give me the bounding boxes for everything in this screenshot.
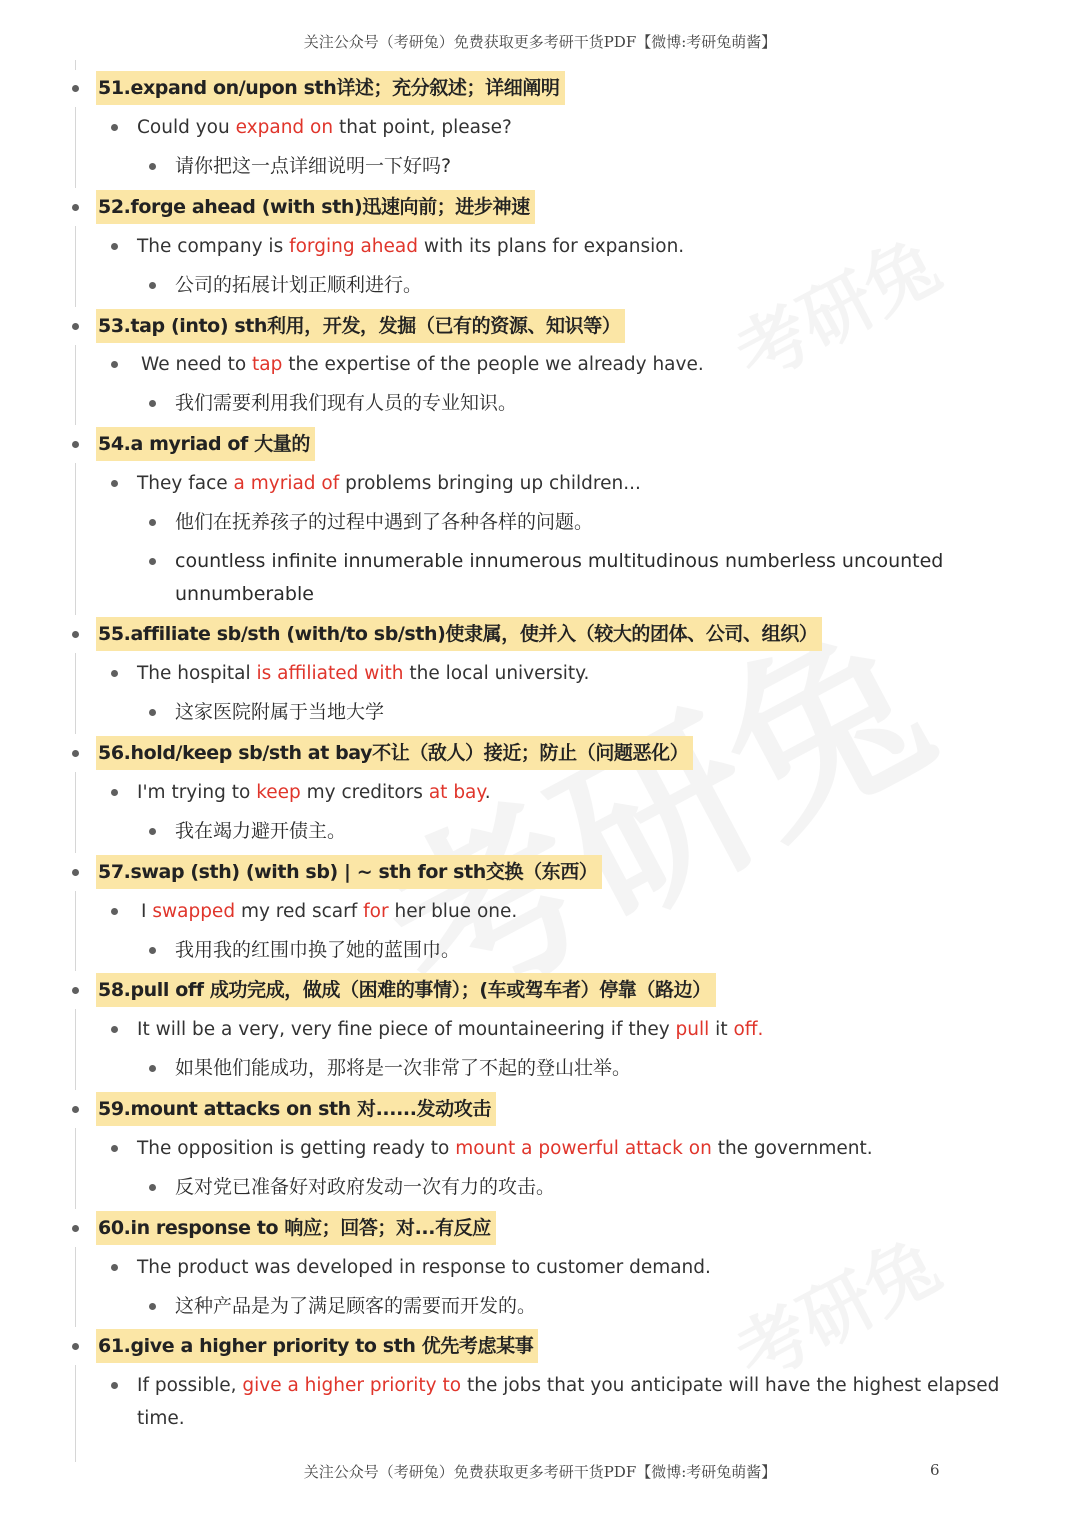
bullet-icon bbox=[72, 631, 79, 638]
example-sentence bbox=[137, 1013, 763, 1046]
bullet-icon bbox=[72, 1106, 79, 1113]
bullet-icon bbox=[149, 709, 156, 716]
outline-guide-line bbox=[75, 463, 76, 615]
sentence-text: I'm trying to bbox=[137, 782, 257, 803]
phrase-heading: 52.forge ahead (with sth)迅速向前；进步神速 bbox=[96, 190, 535, 224]
bullet-icon bbox=[72, 987, 79, 994]
page-header: 关注公众号（考研兔）免费获取更多考研干货PDF【微博:考研兔萌酱】 bbox=[303, 33, 777, 51]
translation-text: 如果他们能成功，那将是一次非常了不起的登山壮举。 bbox=[175, 1057, 632, 1079]
highlighted-phrase: tap bbox=[252, 354, 283, 375]
bullet-icon bbox=[72, 441, 79, 448]
sentence-text: it bbox=[709, 1019, 734, 1040]
outline-guide-line bbox=[75, 1247, 76, 1327]
example-sentence bbox=[137, 776, 491, 809]
bullet-icon bbox=[111, 1382, 118, 1389]
watermark bbox=[715, 209, 955, 402]
bullet-icon bbox=[111, 124, 118, 131]
bullet-icon bbox=[72, 323, 79, 330]
sentence-text: the jobs that you anticipate will have the highest elapsed time. bbox=[137, 1375, 1000, 1429]
phrase-heading: 60.in response to 响应；回答；对...有反应 bbox=[96, 1211, 496, 1245]
sentence-text: The company is bbox=[137, 236, 290, 257]
outline-guide-line bbox=[75, 107, 76, 188]
example-sentence bbox=[141, 895, 517, 928]
sentence-text: my red scarf bbox=[235, 901, 364, 922]
bullet-icon bbox=[149, 163, 156, 170]
sentence-text: The product was developed in response to customer demand. bbox=[137, 1257, 711, 1278]
translation-text: 他们在抚养孩子的过程中遇到了各种各样的问题。 bbox=[175, 511, 594, 533]
example-sentence bbox=[137, 467, 641, 500]
sentence-text: . bbox=[484, 782, 491, 803]
example-sentence bbox=[137, 111, 512, 144]
sentence-text: It will be a very, very fine piece of mountaineering if they bbox=[137, 1019, 676, 1040]
outline-guide-line bbox=[75, 1009, 76, 1090]
phrase-heading: 56.hold/keep sb/sth at bay不让（敌人）接近；防止（问题恶化） bbox=[96, 736, 693, 770]
translation-text: 我们需要利用我们现有人员的专业知识。 bbox=[175, 392, 518, 414]
sentence-text: problems bringing up children... bbox=[339, 473, 641, 494]
phrase-heading: 58.pull off 成功完成，做成（困难的事情）；(车或驾车者）停靠（路边） bbox=[96, 973, 716, 1007]
bullet-icon bbox=[149, 1065, 156, 1072]
bullet-icon bbox=[111, 908, 118, 915]
sentence-text: with its plans for expansion. bbox=[417, 236, 685, 257]
sentence-text: the local university. bbox=[403, 663, 590, 684]
highlighted-phrase: a myriad of bbox=[233, 473, 340, 494]
sentence-text: They face bbox=[137, 473, 234, 494]
highlighted-phrase: forging ahead bbox=[289, 236, 418, 257]
bullet-icon bbox=[111, 789, 118, 796]
translation-text: 请你把这一点详细说明一下好吗? bbox=[175, 155, 452, 177]
highlighted-phrase: give a higher priority to bbox=[242, 1375, 462, 1396]
translation-text: 这家医院附属于当地大学 bbox=[175, 701, 385, 723]
page-footer: 关注公众号（考研兔）免费获取更多考研干货PDF【微博:考研兔萌酱】 bbox=[303, 1463, 777, 1481]
outline-guide-line bbox=[75, 226, 76, 307]
highlighted-phrase: off. bbox=[733, 1019, 764, 1040]
bullet-icon bbox=[72, 869, 79, 876]
example-sentence bbox=[137, 1369, 1017, 1435]
outline-guide-line bbox=[75, 1365, 76, 1462]
sentence-text: The opposition is getting ready to bbox=[137, 1138, 456, 1159]
bullet-icon bbox=[111, 670, 118, 677]
page-number: 6 bbox=[930, 1461, 940, 1479]
bullet-icon bbox=[111, 1145, 118, 1152]
highlighted-phrase: is affiliated with bbox=[256, 663, 404, 684]
sentence-text: We need to bbox=[141, 354, 253, 375]
phrase-heading: 53.tap (into) sth利用，开发，发掘（已有的资源、知识等） bbox=[96, 309, 625, 343]
bullet-icon bbox=[111, 361, 118, 368]
bullet-icon bbox=[149, 1303, 156, 1310]
phrase-heading: 54.a myriad of 大量的 bbox=[96, 427, 315, 461]
bullet-icon bbox=[111, 1026, 118, 1033]
bullet-icon bbox=[149, 282, 156, 289]
bullet-icon bbox=[111, 480, 118, 487]
highlighted-phrase: mount a powerful attack on bbox=[455, 1138, 712, 1159]
highlighted-phrase: keep bbox=[256, 782, 301, 803]
bullet-icon bbox=[149, 519, 156, 526]
bullet-icon bbox=[72, 85, 79, 92]
bullet-icon bbox=[72, 750, 79, 757]
example-sentence bbox=[137, 1132, 873, 1165]
outline-guide-line bbox=[75, 1128, 76, 1209]
sentence-text: The hospital bbox=[137, 663, 257, 684]
outline-guide-line bbox=[75, 345, 76, 425]
translation-text: 公司的拓展计划正顺利进行。 bbox=[175, 274, 423, 296]
translation-text: countless infinite innumerable innumerous multitudinous numberless uncounted unnumberable bbox=[175, 550, 944, 605]
bullet-icon bbox=[111, 243, 118, 250]
sentence-text: my creditors bbox=[300, 782, 429, 803]
bullet-icon bbox=[149, 558, 156, 565]
phrase-heading: 55.affiliate sb/sth (with/to sb/sth)使隶属，使并入（较大的团体、公司、组织） bbox=[96, 617, 822, 651]
example-sentence bbox=[137, 1251, 711, 1284]
example-sentence bbox=[137, 657, 589, 690]
outline-guide-line bbox=[75, 772, 76, 853]
bullet-icon bbox=[149, 828, 156, 835]
outline-guide-line bbox=[75, 891, 76, 971]
translation-text: 这种产品是为了满足顾客的需要而开发的。 bbox=[175, 1295, 537, 1317]
sentence-text: the government. bbox=[711, 1138, 873, 1159]
bullet-icon bbox=[72, 1343, 79, 1350]
sentence-text: the expertise of the people we already have. bbox=[282, 354, 704, 375]
highlighted-phrase: swapped bbox=[152, 901, 236, 922]
bullet-icon bbox=[149, 947, 156, 954]
outline-guide-line bbox=[75, 60, 76, 70]
phrase-heading: 61.give a higher priority to sth 优先考虑某事 bbox=[96, 1329, 538, 1363]
translation-text: 反对党已准备好对政府发动一次有力的攻击。 bbox=[175, 1176, 556, 1198]
bullet-icon bbox=[72, 1225, 79, 1232]
highlighted-phrase: for bbox=[363, 901, 389, 922]
sentence-text: If possible, bbox=[137, 1375, 243, 1396]
bullet-icon bbox=[149, 400, 156, 407]
bullet-icon bbox=[72, 204, 79, 211]
phrase-heading: 59.mount attacks on sth 对......发动攻击 bbox=[96, 1092, 496, 1126]
example-sentence bbox=[141, 348, 704, 381]
outline-guide-line bbox=[75, 653, 76, 734]
phrase-heading: 51.expand on/upon sth详述；充分叙述；详细阐明 bbox=[96, 71, 565, 105]
phrase-heading: 57.swap (sth) (with sb) | ~ sth for sth交换（东西） bbox=[96, 855, 602, 889]
bullet-icon bbox=[111, 1264, 118, 1271]
translation-text: 我在竭力避开债主。 bbox=[175, 820, 347, 842]
translation-text: 我用我的红围巾换了她的蓝围巾。 bbox=[175, 939, 461, 961]
highlighted-phrase: expand on bbox=[235, 117, 334, 138]
bullet-icon bbox=[149, 1184, 156, 1191]
sentence-text: Could you bbox=[137, 117, 236, 138]
sentence-text: I bbox=[141, 901, 153, 922]
sentence-text: her blue one. bbox=[388, 901, 518, 922]
highlighted-phrase: at bay bbox=[428, 782, 485, 803]
example-sentence bbox=[137, 230, 684, 263]
sentence-text: that point, please? bbox=[333, 117, 512, 138]
highlighted-phrase: pull bbox=[675, 1019, 710, 1040]
